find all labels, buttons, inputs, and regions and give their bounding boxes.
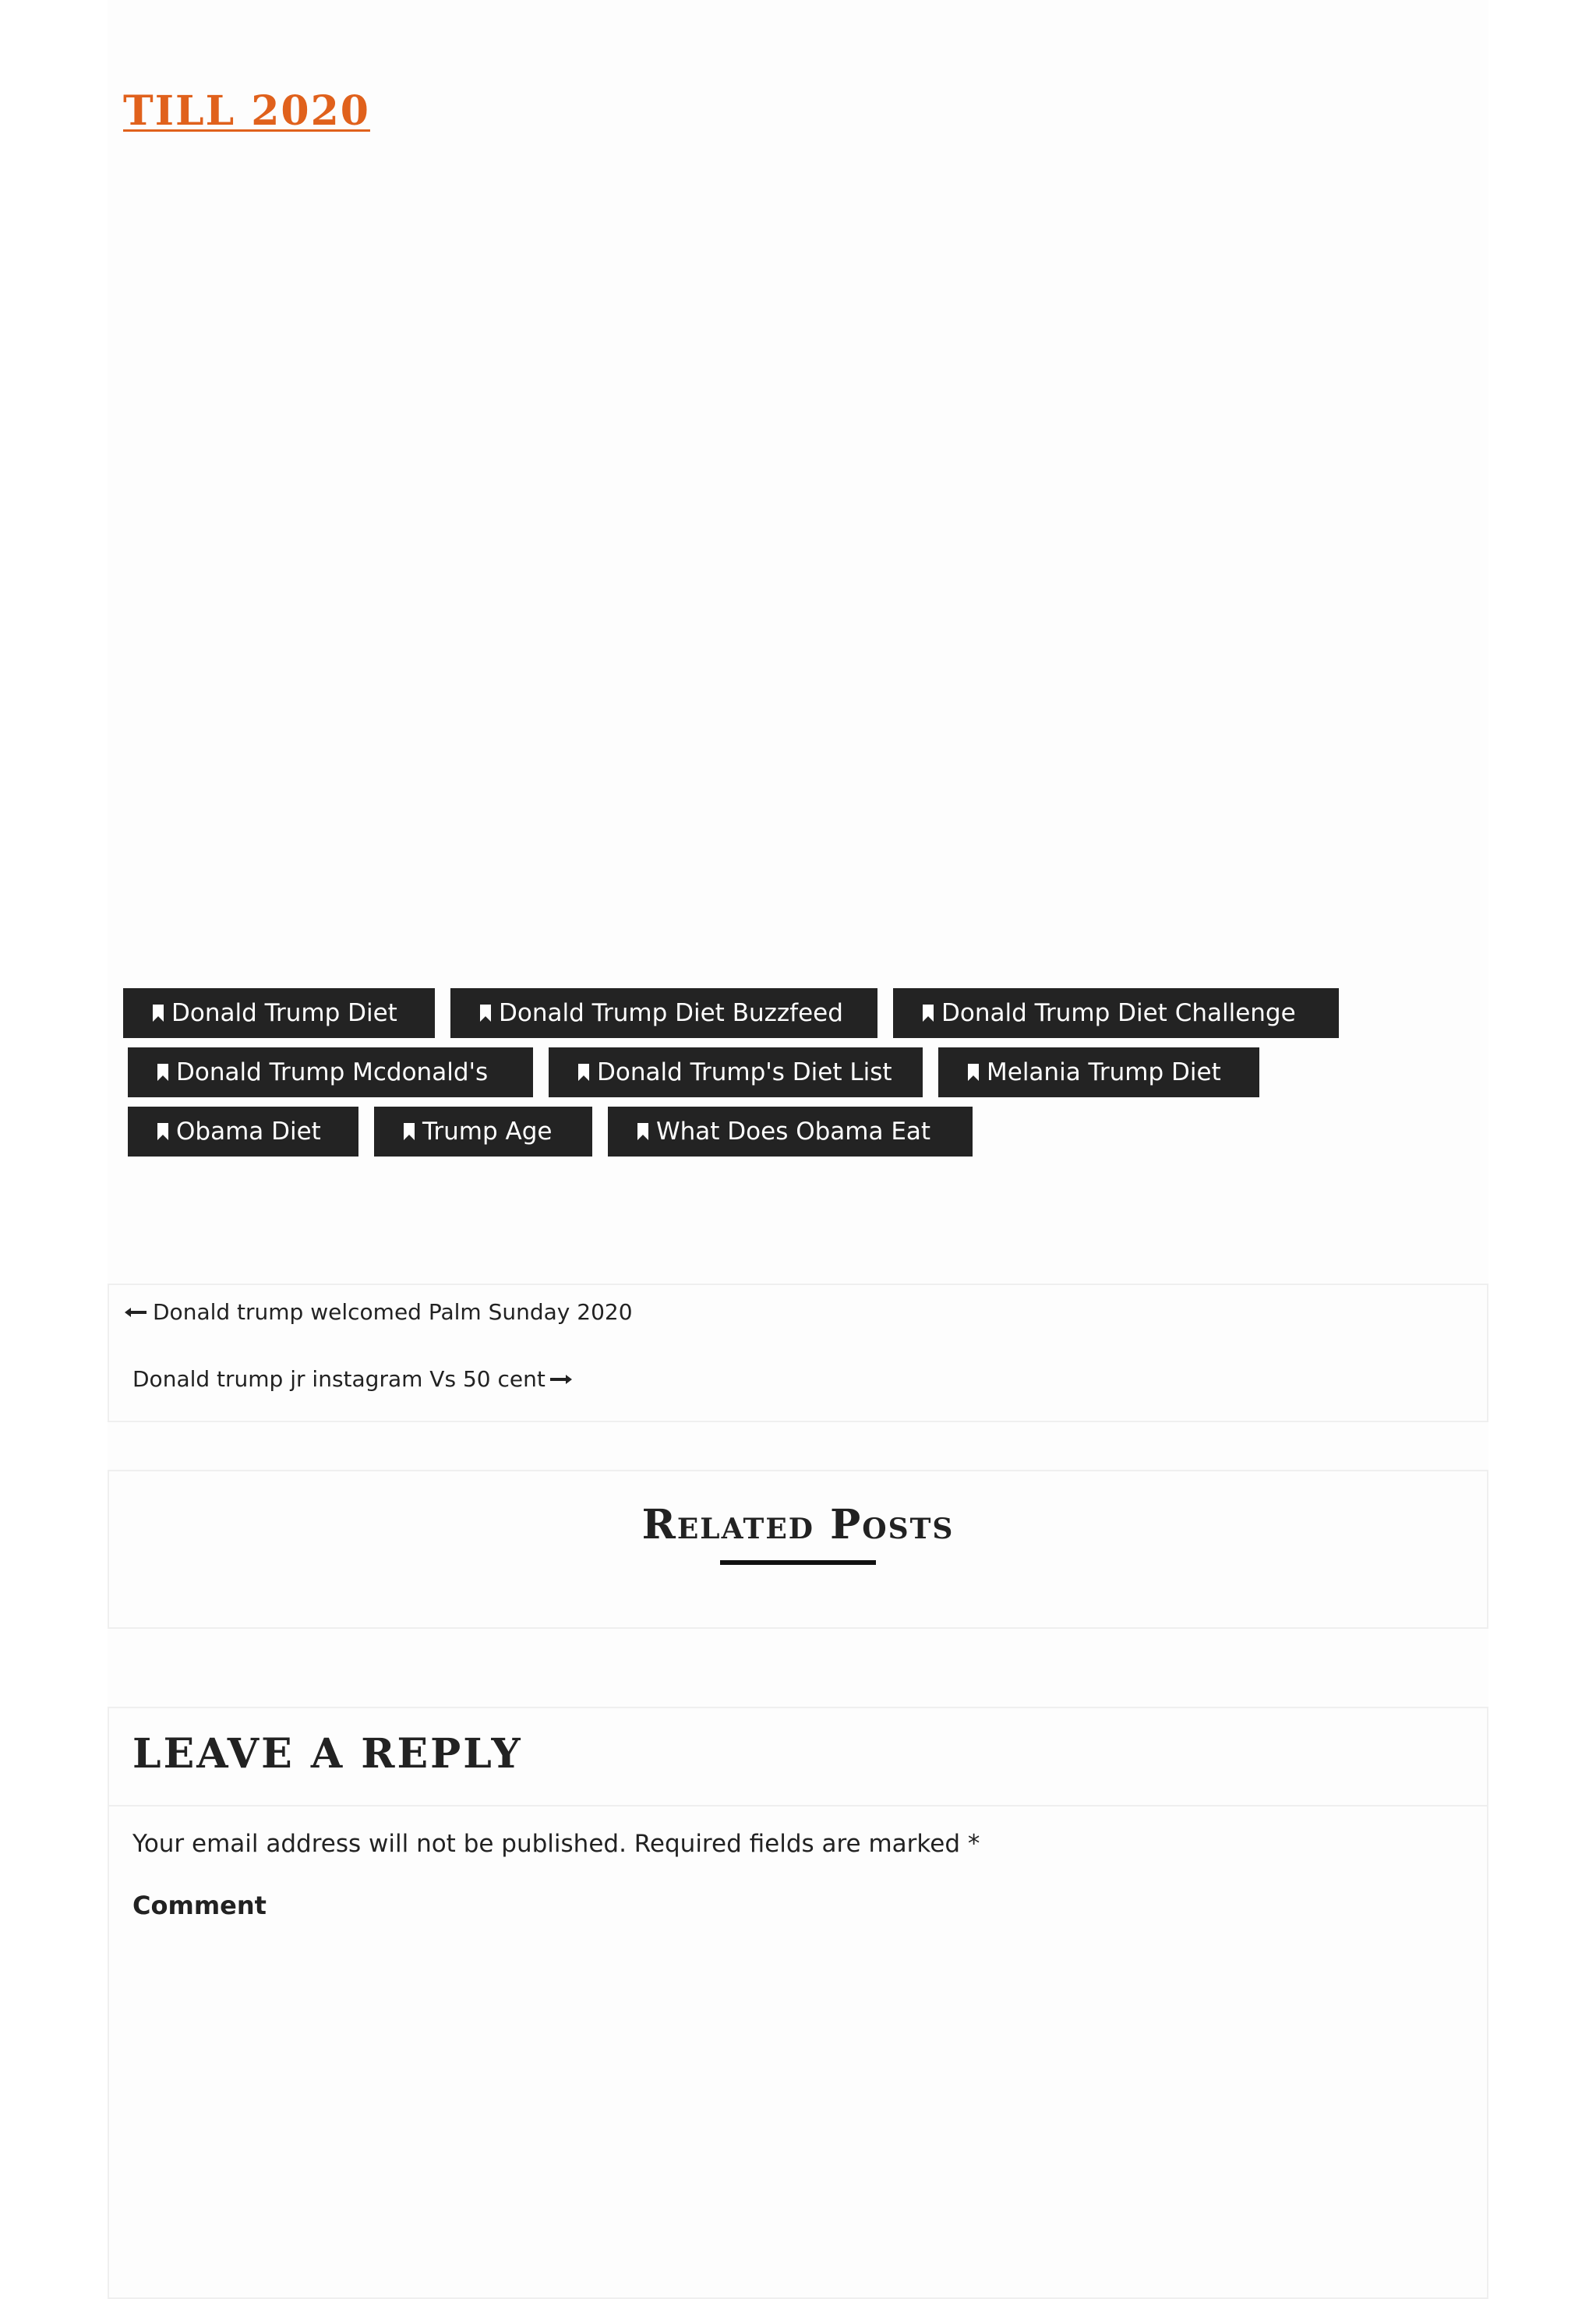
tag-label: Donald Trump's Diet List [597, 1058, 892, 1086]
tag-donald-trump-mcdonalds[interactable] [128, 1047, 533, 1097]
site-title-link[interactable]: TILL 2020 [123, 87, 370, 135]
bookmark-icon [480, 1005, 491, 1022]
previous-post-title: Donald trump welcomed Palm Sunday 2020 [153, 1299, 633, 1325]
bookmark-icon [153, 1005, 164, 1022]
tag-label: Donald Trump Mcdonald's [176, 1058, 489, 1086]
tag-donald-trump-diet[interactable] [123, 988, 435, 1038]
bookmark-icon [637, 1123, 648, 1140]
next-post-link[interactable] [132, 1366, 572, 1392]
tag-melania-trump-diet[interactable] [938, 1047, 1259, 1097]
reply-notes: Your email address will not be published. Required fields are marked * [132, 1830, 980, 1858]
tag-label: Donald Trump Diet [171, 999, 397, 1027]
tag-donald-trump-diet-buzzfeed[interactable] [450, 988, 877, 1038]
leave-reply-section [108, 1707, 1488, 2299]
tag-label: Melania Trump Diet [987, 1058, 1221, 1086]
tag-what-does-obama-eat[interactable] [608, 1107, 973, 1157]
tag-trump-age[interactable] [374, 1107, 592, 1157]
tag-label: Trump Age [422, 1118, 553, 1146]
tag-donald-trump-diet-challenge[interactable] [893, 988, 1339, 1038]
comment-label: Comment [132, 1891, 267, 1920]
tag-label: Donald Trump Diet Buzzfeed [499, 999, 843, 1027]
tag-label: What Does Obama Eat [656, 1118, 931, 1146]
reply-title: LEAVE A REPLY [132, 1730, 523, 1778]
bookmark-icon [157, 1064, 168, 1081]
bookmark-icon [157, 1123, 168, 1140]
related-posts-underline [720, 1560, 876, 1565]
bookmark-icon [578, 1064, 589, 1081]
previous-post-link[interactable] [125, 1299, 633, 1325]
related-posts-title: Related Posts [641, 1501, 955, 1549]
bookmark-icon [404, 1123, 415, 1140]
tag-label: Donald Trump Diet Challenge [941, 999, 1296, 1027]
arrow-left-icon [125, 1307, 147, 1318]
reply-header [109, 1708, 1487, 1806]
bookmark-icon [923, 1005, 934, 1022]
post-navigation [108, 1284, 1488, 1422]
tag-donald-trumps-diet-list[interactable] [549, 1047, 923, 1097]
next-post-title: Donald trump jr instagram Vs 50 cent [132, 1366, 546, 1392]
tag-obama-diet[interactable] [128, 1107, 358, 1157]
tag-label: Obama Diet [176, 1118, 321, 1146]
bookmark-icon [968, 1064, 979, 1081]
related-posts-section [108, 1470, 1488, 1629]
arrow-right-icon [550, 1374, 572, 1385]
